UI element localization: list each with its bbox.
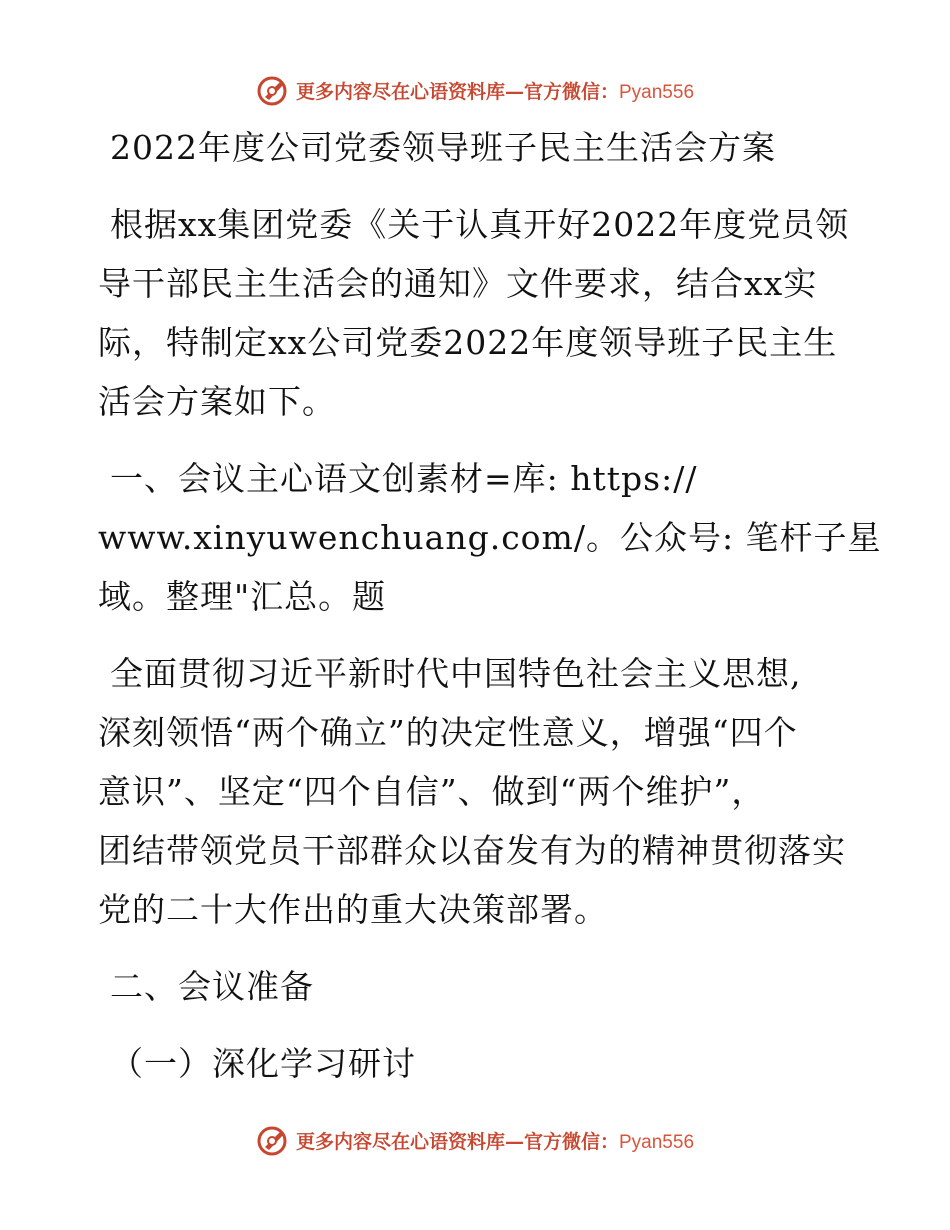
footer-watermark <box>0 1120 950 1160</box>
footer-watermark-text: 更多内容尽在心语资料库—官方微信：Pyan556 <box>295 1130 695 1153</box>
header-watermark-text: 更多内容尽在心语资料库—官方微信：Pyan556 <box>295 80 695 103</box>
footer-watermark-inner <box>256 1123 694 1157</box>
pen-circle-logo-icon <box>256 1123 290 1157</box>
section1-heading-line-2: www.xinyuwenchuang.com/。公众号: 笔杆子星 <box>98 518 882 557</box>
section1-heading-line-1: 一、会议主心语文创素材=库: https:// <box>110 459 698 498</box>
section1-body-line-3: 意识”、坚定“四个自信”、做到“两个维护”， <box>98 772 766 811</box>
section1-body-line-5: 党的二十大作出的重大决策部署。 <box>98 890 608 929</box>
section1-body-line-4: 团结带领党员干部群众以奋发有为的精神贯彻落实 <box>98 831 846 870</box>
intro-line-2: 导干部民主生活会的通知》文件要求，结合xx实 <box>98 264 818 303</box>
pen-circle-logo-icon <box>256 73 290 107</box>
intro-line-3: 际，特制定xx公司党委2022年度领导班子民主生 <box>98 323 838 362</box>
section1-body-line-2: 深刻领悟“两个确立”的决定性意义，增强“四个 <box>98 713 798 752</box>
intro-line-4: 活会方案如下。 <box>98 382 336 421</box>
section1-heading-line-3: 域。整理"汇总。题 <box>98 577 387 616</box>
intro-line-1: 根据xx集团党委《关于认真开好2022年度党员领 <box>110 205 850 244</box>
document-title: 2022年度公司党委领导班子民主生活会方案 <box>110 128 776 167</box>
header-watermark-inner <box>256 73 694 107</box>
section2-heading: 二、会议准备 <box>110 967 314 1006</box>
section1-body-line-1: 全面贯彻习近平新时代中国特色社会主义思想, <box>110 654 802 693</box>
document-body <box>98 118 882 1093</box>
header-watermark <box>0 70 950 110</box>
subsection1-heading: （一）深化学习研讨 <box>110 1044 416 1083</box>
